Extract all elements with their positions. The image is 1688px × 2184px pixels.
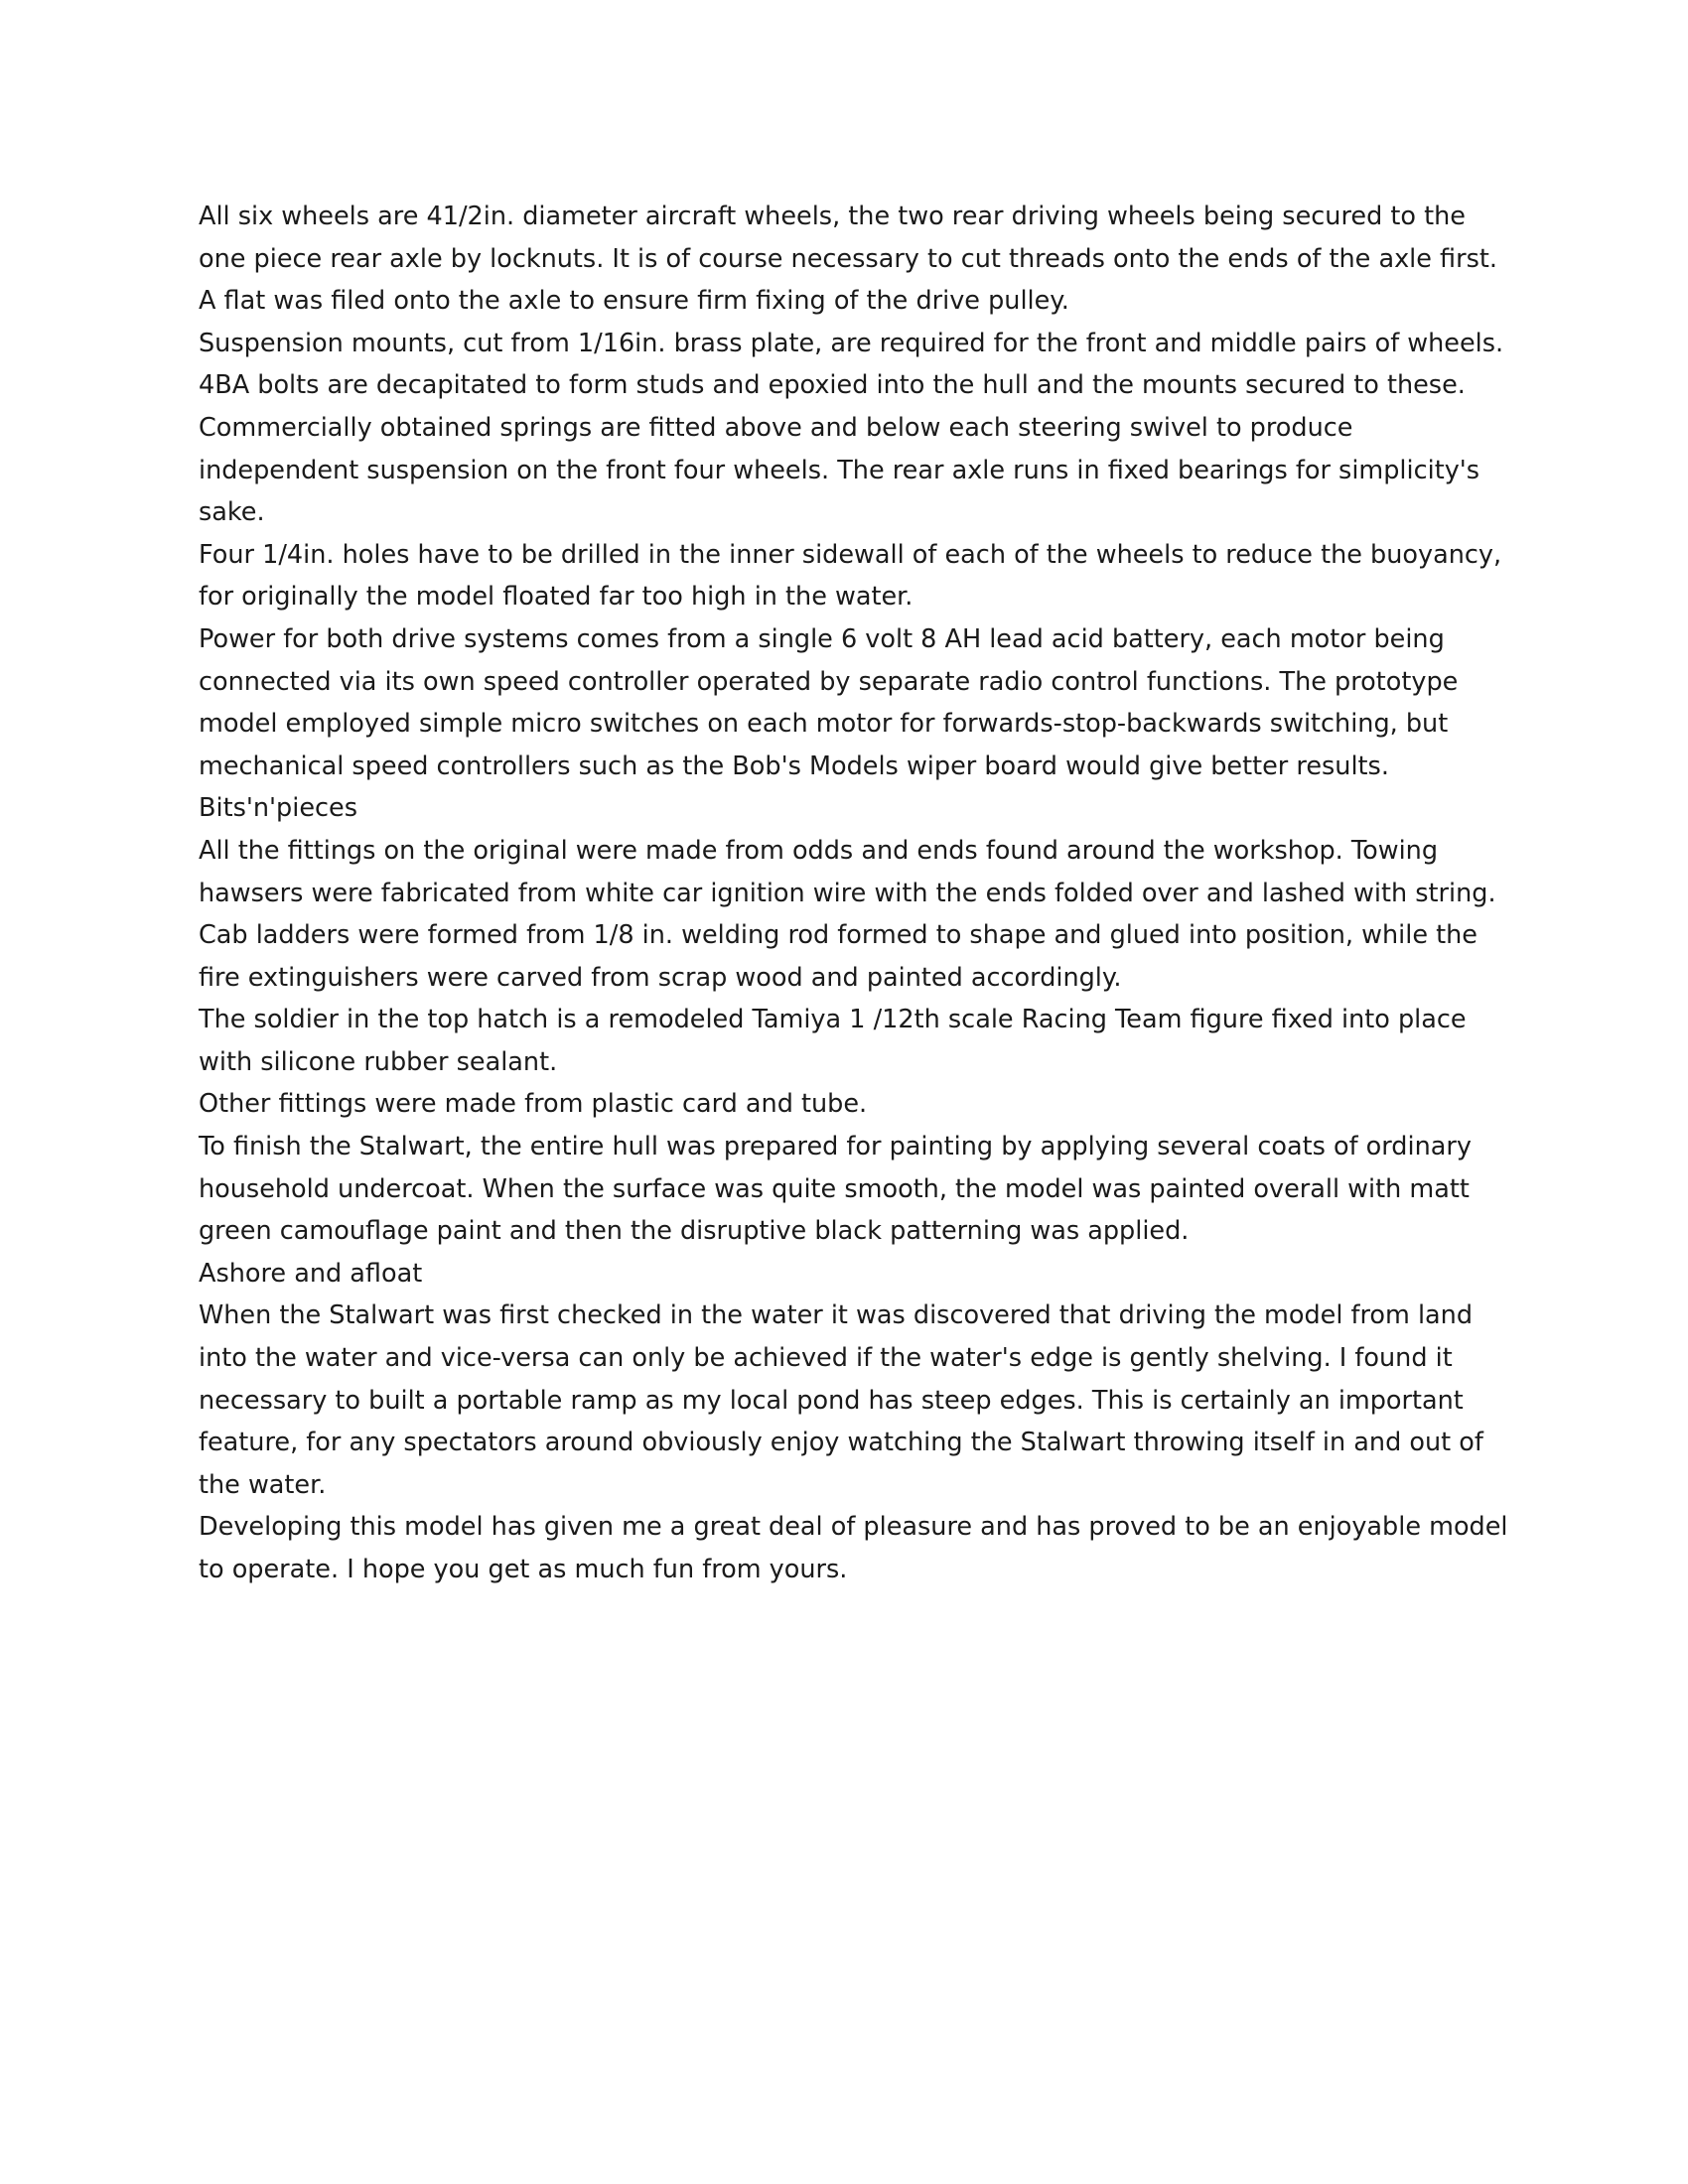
paragraph-fittings: All the fittings on the original were made from odds and ends found around the workshop. Towing hawsers were fabricated from white car ignition wire with the ends folded over and lashed with string. Cab ladders were formed from 1/8 in. welding rod formed to shape and glued into position, while the fire extinguishers were carved from scrap wood and painted accordingly. (199, 835, 1496, 993)
paragraph-wheels: All six wheels are 41/2in. diameter aircraft wheels, the two rear driving wheels being secured to the one piece rear axle by locknuts. It is of course necessary to cut threads onto the ends of the axle first. A flat was filed onto the axle to ensure firm fixing of the drive pulley. (199, 202, 1497, 317)
paragraph-other-fittings: Other fittings were made from plastic card and tube. (199, 1089, 868, 1120)
document-page (199, 196, 1509, 1591)
paragraph-soldier: The soldier in the top hatch is a remodeled Tamiya 1 /12th scale Racing Team figure fixed into place with silicone rubber sealant. (199, 1005, 1467, 1077)
paragraph-buoyancy: Four 1/4in. holes have to be drilled in the inner sidewall of each of the wheels to reduce the buoyancy, for originally the model floated far too high in the water. (199, 539, 1502, 613)
section-heading-ashore-and-afloat: Ashore and afloat (199, 1258, 423, 1289)
paragraph-painting: To finish the Stalwart, the entire hull was prepared for painting by applying several coats of ordinary household undercoat. When the surface was quite smooth, the model was painted overall with matt green camouflage paint and then the disruptive black patterning was applied. (199, 1132, 1472, 1247)
section-heading-bits-n-pieces: Bits'n'pieces (199, 793, 357, 824)
paragraph-suspension: Suspension mounts, cut from 1/16in. brass plate, are required for the front and middle pairs of wheels. 4BA bolts are decapitated to form studs and epoxied into the hull and the mounts secured to these. Commercially obtained springs are fitted above and below each steering swivel to produce independent suspension on the front four wheels. The rear axle runs in fixed bearings for simplicity's sake. (199, 328, 1504, 528)
paragraph-water-test: When the Stalwart was first checked in the water it was discovered that driving the model from land into the water and vice-versa can only be achieved if the water's edge is gently shelving. I found it necessary to built a portable ramp as my local pond has steep edges. This is certainly an important feature, for any spectators around obviously enjoy watching the Stalwart throwing itself in and out of the water. (199, 1300, 1483, 1500)
paragraph-conclusion: Developing this model has given me a great deal of pleasure and has proved to be an enjoyable model to operate. I hope you get as much fun from yours. (199, 1512, 1508, 1584)
paragraph-power: Power for both drive systems comes from a single 6 volt 8 AH lead acid battery, each motor being connected via its own speed controller operated by separate radio control functions. The prototype model employed simple micro switches on each motor for forwards-stop-backwards switching, but mechanical speed controllers such as the Bob's Models wiper board would give better results. (199, 623, 1459, 781)
